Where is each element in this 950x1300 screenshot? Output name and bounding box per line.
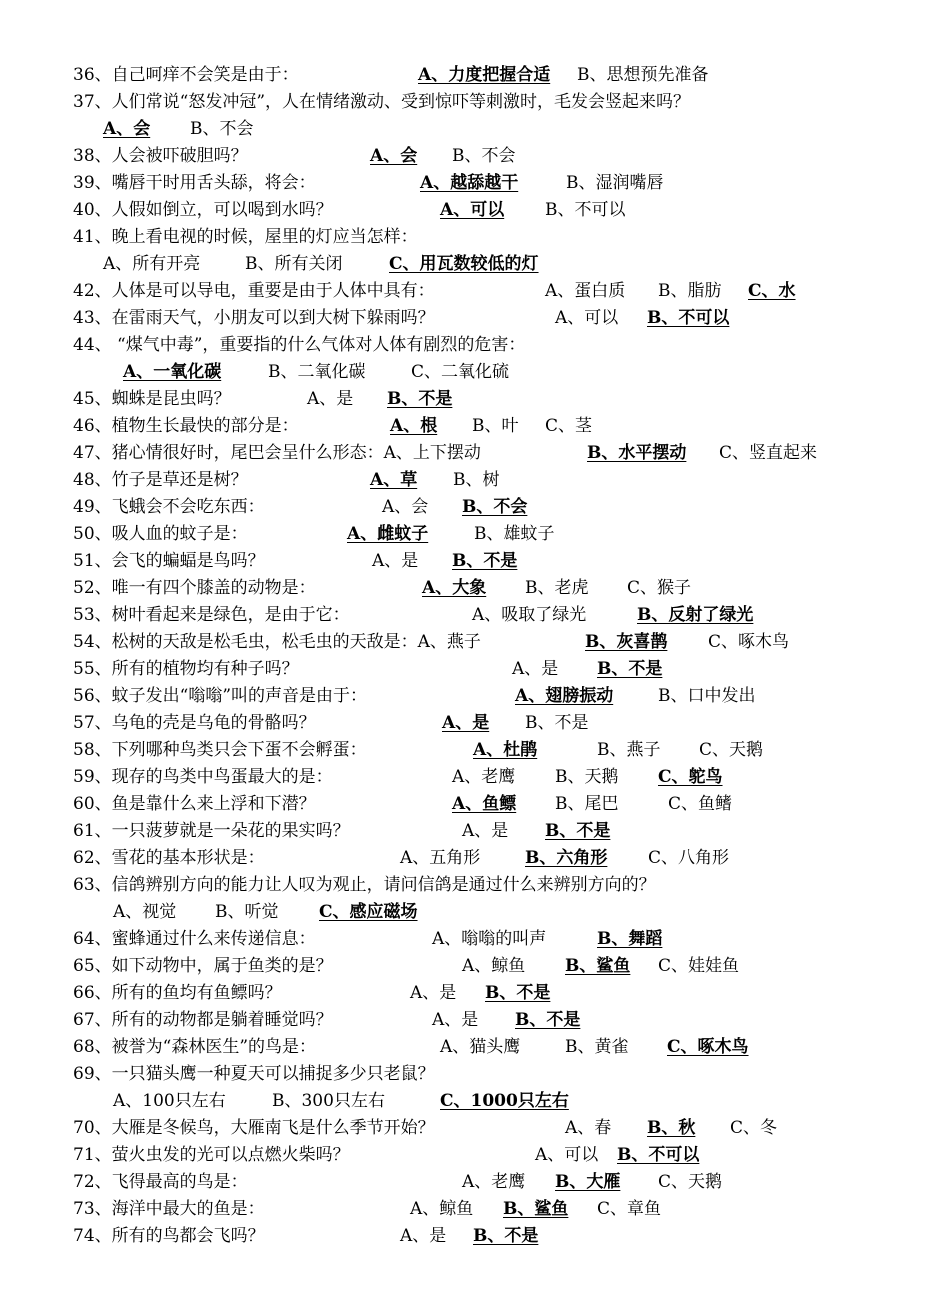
answer-option: B、口中发出 [658, 686, 756, 706]
answer-option: A、春 [565, 1118, 612, 1138]
correct-answer-option: B、反射了绿光 [637, 605, 754, 625]
answer-option: B、不可以 [545, 200, 626, 220]
answer-option: A、吸取了绿光 [472, 605, 587, 625]
correct-answer-option: B、不会 [462, 497, 528, 517]
question-text: 40、人假如倒立，可以喝到水吗？ [73, 200, 333, 220]
correct-answer-option: C、水 [748, 281, 796, 301]
answer-option: B、听觉 [215, 902, 279, 922]
correct-answer-option: C、感应磁场 [319, 902, 418, 922]
question-text: 39、嘴唇干时用舌头舔，将会： [73, 173, 316, 193]
answer-option: A、视觉 [113, 902, 177, 922]
answer-option: B、天鹅 [555, 767, 619, 787]
question-text: 52、唯一有四个膝盖的动物是： [73, 578, 316, 598]
answer-option: A、猫头鹰 [440, 1037, 521, 1057]
question-text: 53、树叶看起来是绿色，是由于它： [73, 605, 350, 625]
correct-answer-option: A、力度把握合适 [418, 65, 551, 85]
question-text: 46、植物生长最快的部分是： [73, 416, 299, 436]
question-text: 61、一只菠萝就是一朵花的果实吗？ [73, 821, 350, 841]
question-text: 65、如下动物中，属于鱼类的是？ [73, 956, 333, 976]
question-text: 49、飞蛾会不会吃东西： [73, 497, 265, 517]
correct-answer-option: B、鲨鱼 [503, 1199, 569, 1219]
answer-option: B、脂肪 [658, 281, 722, 301]
answer-option: B、树 [453, 470, 500, 490]
answer-option: B、老虎 [525, 578, 589, 598]
question-text: 60、鱼是靠什么来上浮和下潜？ [73, 794, 316, 814]
answer-option: B、300只左右 [272, 1091, 385, 1111]
answer-option: A、老鹰 [452, 767, 516, 787]
correct-answer-option: C、1000只左右 [440, 1091, 569, 1111]
answer-option: B、湿润嘴唇 [566, 173, 664, 193]
question-text: 56、蚊子发出“嗡嗡”叫的声音是由于： [73, 686, 368, 706]
question-text: 43、在雷雨天气，小朋友可以到大树下躲雨吗？ [73, 308, 435, 328]
correct-answer-option: B、不可以 [647, 308, 730, 328]
correct-answer-option: B、水平摆动 [587, 443, 687, 463]
answer-option: A、会 [382, 497, 429, 517]
answer-option: B、燕子 [597, 740, 661, 760]
correct-answer-option: B、不可以 [617, 1145, 700, 1165]
correct-answer-option: B、六角形 [525, 848, 608, 868]
correct-answer-option: A、一氧化碳 [123, 362, 222, 382]
answer-option: B、所有关闭 [245, 254, 343, 274]
answer-option: A、老鹰 [462, 1172, 526, 1192]
question-text: 71、萤火虫发的光可以点燃火柴吗？ [73, 1145, 350, 1165]
answer-option: B、不是 [525, 713, 589, 733]
question-text: 64、蜜蜂通过什么来传递信息： [73, 929, 316, 949]
correct-answer-option: B、鲨鱼 [565, 956, 631, 976]
question-text: 44、 “煤气中毒”，重要指的什么气体对人体有剧烈的危害： [73, 335, 526, 355]
correct-answer-option: A、草 [370, 470, 418, 490]
question-text: 37、人们常说“怒发冲冠”，人在情绪激动、受到惊吓等刺激时，毛发会竖起来吗？ [73, 92, 691, 112]
correct-answer-option: B、灰喜鹊 [585, 632, 668, 652]
correct-answer-option: A、越舔越干 [420, 173, 519, 193]
answer-option: A、是 [400, 1226, 447, 1246]
correct-answer-option: B、不是 [515, 1010, 581, 1030]
correct-answer-option: A、会 [370, 146, 418, 166]
correct-answer-option: A、会 [103, 119, 151, 139]
answer-option: C、八角形 [648, 848, 730, 868]
question-text: 72、飞得最高的鸟是： [73, 1172, 248, 1192]
question-text: 55、所有的植物均有种子吗？ [73, 659, 299, 679]
question-text: 50、吸人血的蚊子是： [73, 524, 248, 544]
correct-answer-option: C、啄木鸟 [667, 1037, 749, 1057]
answer-option: A、100只左右 [113, 1091, 226, 1111]
question-text: 58、下列哪种鸟类只会下蛋不会孵蛋： [73, 740, 367, 760]
question-text: 36、自己呵痒不会笑是由于： [73, 65, 299, 85]
correct-answer-option: A、可以 [440, 200, 505, 220]
answer-option: A、五角形 [400, 848, 481, 868]
question-text: 63、信鸽辨别方向的能力让人叹为观止，请问信鸽是通过什么来辨别方向的？ [73, 875, 656, 895]
question-text: 62、雪花的基本形状是： [73, 848, 265, 868]
correct-answer-option: B、不是 [485, 983, 551, 1003]
answer-option: B、雄蚊子 [474, 524, 555, 544]
correct-answer-option: A、鱼鳔 [452, 794, 517, 814]
correct-answer-option: B、不是 [597, 659, 663, 679]
correct-answer-option: B、不是 [387, 389, 453, 409]
correct-answer-option: C、用瓦数较低的灯 [389, 254, 539, 274]
question-text: 57、乌龟的壳是乌龟的骨骼吗？ [73, 713, 316, 733]
answer-option: A、是 [410, 983, 457, 1003]
correct-answer-option: B、不是 [545, 821, 611, 841]
question-text: 51、会飞的蝙蝠是鸟吗？ [73, 551, 265, 571]
question-text: 70、大雁是冬候鸟，大雁南飞是什么季节开始？ [73, 1118, 435, 1138]
answer-option: B、尾巴 [555, 794, 619, 814]
answer-option: A、是 [372, 551, 419, 571]
question-text: 47、猪心情很好时，尾巴会呈什么形态：A、上下摆动 [73, 443, 481, 463]
answer-option: A、可以 [555, 308, 619, 328]
question-text: 48、竹子是草还是树？ [73, 470, 248, 490]
question-text: 66、所有的鱼均有鱼鳔吗？ [73, 983, 282, 1003]
answer-option: C、章鱼 [597, 1199, 662, 1219]
answer-option: C、二氧化硫 [411, 362, 510, 382]
correct-answer-option: B、不是 [473, 1226, 539, 1246]
question-text: 45、蜘蛛是昆虫吗？ [73, 389, 231, 409]
answer-option: B、二氧化碳 [268, 362, 366, 382]
answer-option: B、不会 [190, 119, 254, 139]
answer-option: B、不会 [452, 146, 516, 166]
answer-option: A、是 [307, 389, 354, 409]
correct-answer-option: A、杜鹃 [473, 740, 538, 760]
answer-option: A、鲸鱼 [410, 1199, 474, 1219]
answer-option: C、猴子 [627, 578, 692, 598]
answer-option: A、鲸鱼 [462, 956, 526, 976]
answer-option: B、叶 [472, 416, 519, 436]
question-text: 67、所有的动物都是躺着睡觉吗？ [73, 1010, 333, 1030]
question-text: 68、被誉为“森林医生”的鸟是： [73, 1037, 317, 1057]
correct-answer-option: B、不是 [452, 551, 518, 571]
answer-option: B、黄雀 [565, 1037, 629, 1057]
question-text: 74、所有的鸟都会飞吗？ [73, 1226, 265, 1246]
correct-answer-option: A、大象 [422, 578, 487, 598]
answer-option: C、竖直起来 [719, 443, 818, 463]
question-text: 42、人体是可以导电，重要是由于人体中具有： [73, 281, 435, 301]
correct-answer-option: A、根 [390, 416, 438, 436]
correct-answer-option: C、鸵鸟 [658, 767, 723, 787]
answer-option: C、娃娃鱼 [658, 956, 740, 976]
answer-option: C、冬 [730, 1118, 778, 1138]
correct-answer-option: B、舞蹈 [597, 929, 663, 949]
answer-option: C、茎 [545, 416, 593, 436]
question-text: 69、一只猫头鹰一种夏天可以捕捉多少只老鼠？ [73, 1064, 435, 1084]
answer-option: A、是 [512, 659, 559, 679]
answer-option: A、所有开亮 [103, 254, 201, 274]
answer-option: A、蛋白质 [545, 281, 626, 301]
answer-option: A、嗡嗡的叫声 [432, 929, 547, 949]
question-text: 54、松树的天敌是松毛虫，松毛虫的天敌是：A、燕子 [73, 632, 481, 652]
answer-option: C、啄木鸟 [708, 632, 790, 652]
question-text: 73、海洋中最大的鱼是： [73, 1199, 265, 1219]
correct-answer-option: A、是 [442, 713, 490, 733]
answer-option: A、是 [432, 1010, 479, 1030]
correct-answer-option: B、秋 [647, 1118, 696, 1138]
question-text: 38、人会被吓破胆吗？ [73, 146, 248, 166]
answer-option: C、天鹅 [699, 740, 764, 760]
question-text: 59、现存的鸟类中鸟蛋最大的是： [73, 767, 333, 787]
answer-option: C、鱼鳍 [668, 794, 733, 814]
question-text: 41、晚上看电视的时候，屋里的灯应当怎样： [73, 227, 418, 247]
answer-option: A、是 [462, 821, 509, 841]
answer-option: A、可以 [535, 1145, 599, 1165]
correct-answer-option: B、大雁 [555, 1172, 621, 1192]
answer-option: C、天鹅 [658, 1172, 723, 1192]
answer-option: B、思想预先准备 [577, 65, 709, 85]
correct-answer-option: A、翅膀振动 [515, 686, 614, 706]
correct-answer-option: A、雌蚊子 [347, 524, 429, 544]
